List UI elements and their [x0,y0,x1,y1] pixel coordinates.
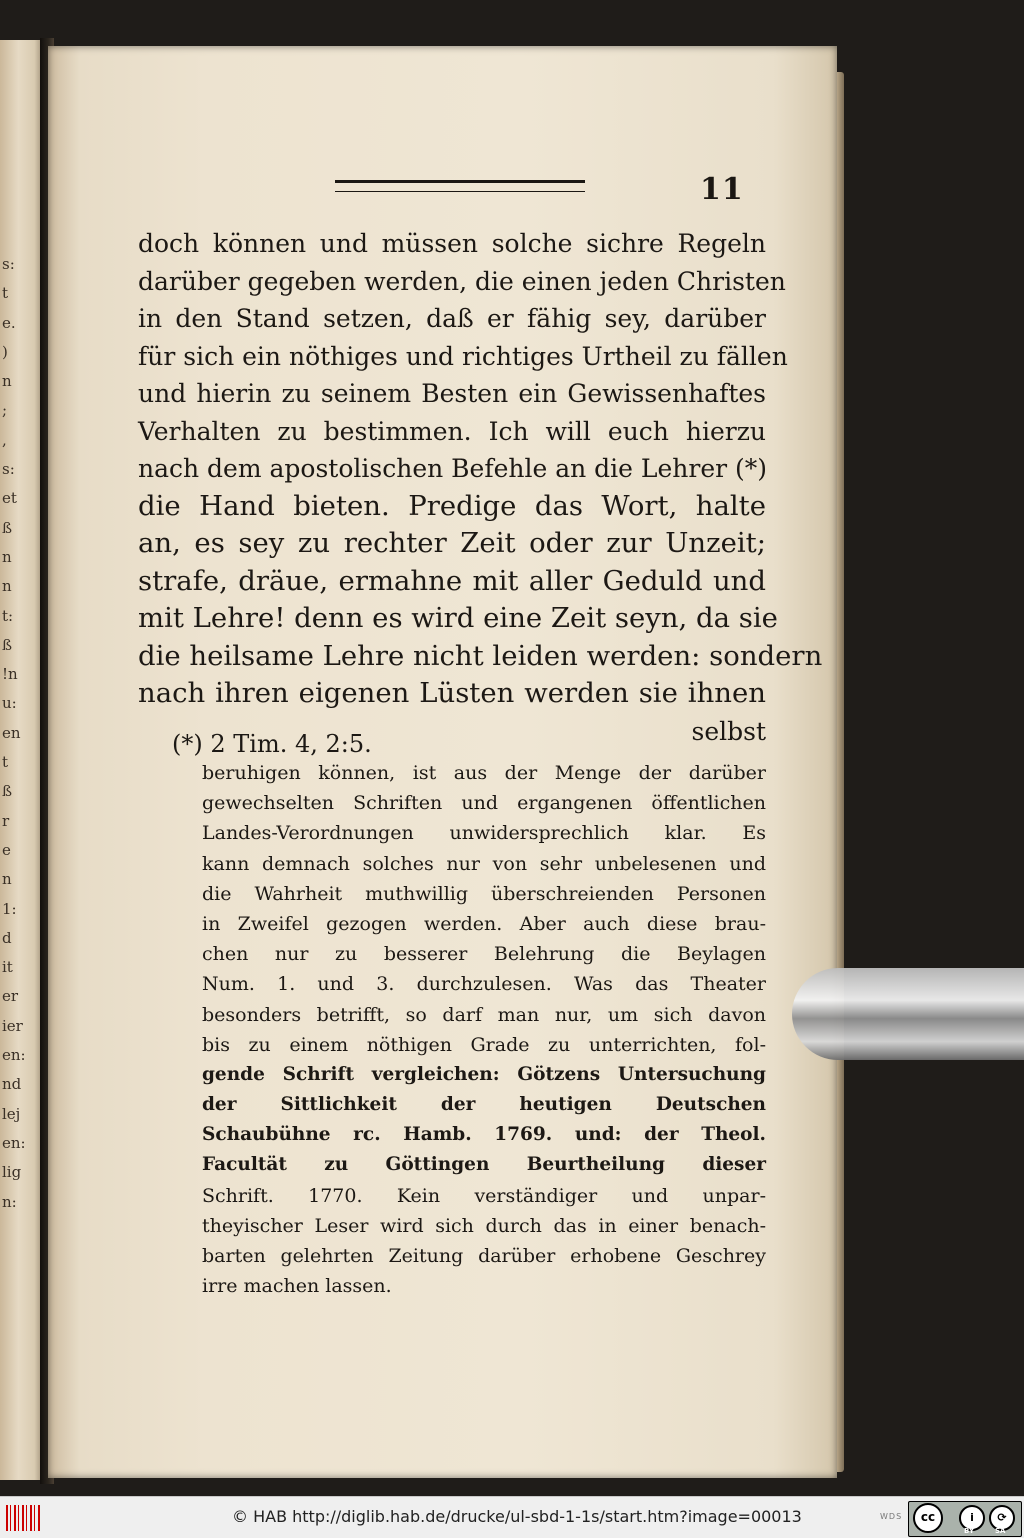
text-line: an, es sey zu rechter Zeit oder zur Unzeit; [138,527,766,559]
margin-fragment: lej [2,1104,21,1123]
text-line: nach ihren eigenen Lüsten werden sie ihnen [138,677,766,709]
text-line: strafe, dräue, ermahne mit aller Geduld und [138,564,766,597]
footnote-line: theyischer Leser wird sich durch das in einer benach- [202,1214,766,1237]
text-line: in den Stand setzen, daß er fähig sey, darüber [138,304,766,333]
footnote-line: Num. 1. und 3. durchzulesen. Was das Theater [202,973,766,996]
margin-fragment: en: [2,1133,26,1152]
footnote-line: gewechselten Schriften und ergangenen öffentlichen [202,792,766,815]
margin-fragment: e [2,840,11,859]
footnote-line: Schrift. 1770. Kein verständiger und unpar- [202,1184,766,1207]
margin-fragment: t [2,284,9,303]
margin-fragment: en [2,723,21,742]
main-text-block [138,225,823,750]
footnote-block [202,758,766,1301]
hab-logo-icon [6,1505,40,1531]
footnote-line: bis zu einem nöthigen Grade zu unterrichten, fol- [202,1033,766,1056]
page-clip [792,968,1024,1060]
sa-icon: ⟳ [989,1505,1015,1531]
margin-fragment: s: [2,255,15,273]
margin-fragment: ß [2,518,13,537]
cc-sa-label: SA [995,1527,1006,1535]
footnote-line: chen nur zu besserer Belehrung die Beylagen [202,943,766,966]
margin-fragment: nd [2,1075,22,1094]
footnote-line: irre machen lassen. [202,1275,392,1298]
margin-fragment: en: [2,1046,26,1065]
margin-fragment: et [2,489,17,508]
margin-fragment: er [2,987,19,1006]
text-line: selbst [691,716,766,746]
footnote-line: Landes-Verordnungen unwidersprechlich klar. Es [202,822,766,845]
margin-fragment: !n [2,665,18,684]
footnote-line: gende Schrift vergleichen: Götzens Untersuchung [202,1063,766,1085]
margin-fragment: d [2,928,12,947]
margin-fragment: t [2,753,9,772]
footnote-line: Schaubühne rc. Hamb. 1769. und: der Theol. [202,1124,766,1146]
margin-fragment: e. [2,313,16,332]
margin-fragment: it [2,958,13,977]
footer-bar [0,1496,1024,1538]
footnote-reference: (*) 2 Tim. 4, 2:5. [172,730,372,758]
page-number: 11 [700,172,744,207]
margin-fragment: n [2,577,12,596]
footnote-line: Facultät zu Göttingen Beurtheilung dieser [202,1154,766,1176]
text-line: die Hand bieten. Predige das Wort, halte [138,489,766,522]
footnote-line: der Sittlichkeit der heutigen Deutschen [202,1094,766,1116]
text-line: die heilsame Lehre nicht leiden werden: sondern [138,639,823,672]
margin-fragment: ß [2,635,13,654]
margin-fragment: , [2,430,7,449]
margin-fragment: ß [2,782,13,801]
margin-fragments [2,250,26,1217]
footnote-line: in Zweifel gezogen werden. Aber auch diese brau- [202,912,766,935]
margin-fragment: n [2,372,12,391]
text-line: für sich ein nöthiges und richtiges Urtheil zu fällen [138,341,788,371]
margin-fragment: ) [2,342,8,361]
margin-fragment: n: [2,1192,17,1211]
cc-icon: cc [913,1503,943,1533]
margin-fragment: ; [2,401,8,420]
footnote-line: kann demnach solches nur von sehr unbelesenen und [202,852,766,875]
by-icon: i [959,1505,985,1531]
header-rule [335,180,585,192]
text-line: darüber gegeben werden, die einen jeden Christen [138,266,786,296]
margin-fragment: lig [2,1163,22,1182]
cc-by-label: BY [964,1527,975,1535]
text-line: und hierin zu seinem Besten ein Gewissenhaftes [138,379,766,408]
footnote-line: beruhigen können, ist aus der Menge der darüber [202,762,766,784]
copyright-link[interactable]: © HAB http://diglib.hab.de/drucke/ul-sbd-1-1s/start.htm?image=00013 [232,1507,802,1526]
margin-fragment: u: [2,694,17,713]
cc-license-badge[interactable] [908,1501,1022,1537]
text-line: doch können und müssen solche sichre Regeln [138,229,766,258]
text-line: mit Lehre! denn es wird eine Zeit seyn, da sie [138,602,778,634]
text-line: Verhalten zu bestimmen. Ich will euch hierzu [138,416,766,446]
footnote-line: die Wahrheit muthwillig überschreienden Personen [202,882,766,905]
margin-fragment: n [2,547,12,566]
margin-fragment: r [2,811,10,830]
footnote-line: besonders betrifft, so darf man nur, um sich davon [202,1003,766,1026]
margin-fragment: 1: [2,899,17,918]
margin-fragment: ier [2,1016,23,1035]
wds-label: WDS [880,1512,903,1521]
margin-fragment: t: [2,606,14,625]
margin-fragment: n [2,870,12,889]
margin-fragment: s: [2,460,15,479]
text-line: nach dem apostolischen Befehle an die Lehrer (*) [138,454,768,483]
footnote-line: barten gelehrten Zeitung darüber erhobene Geschrey [202,1245,766,1267]
